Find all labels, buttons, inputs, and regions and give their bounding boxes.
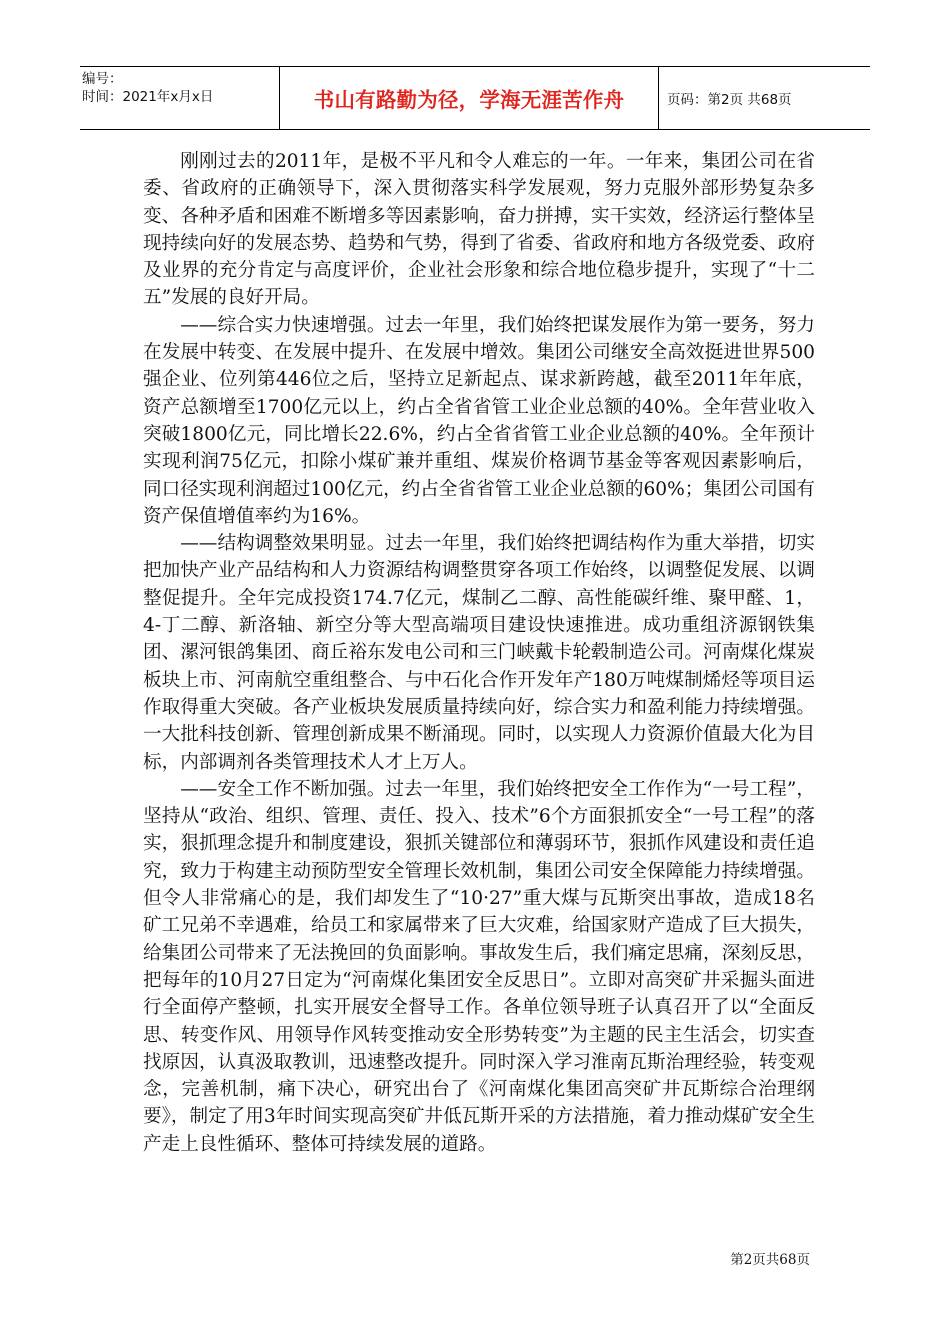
footer-page-number: 第2页共68页 [730, 1252, 810, 1268]
document-number-label: 编号： [82, 71, 123, 87]
paragraph: ——安全工作不断加强。过去一年里，我们始终把安全工作作为“一号工程”，坚持从“政治、组织、管理、责任、投入、技术”6个方面狠抓安全“一号工程”的落实，狠抓理念提升和制度建设，狠抓关键部位和薄弱环节，狠抓作风建设和责任追究，致力于构建主动预防型安全管理长效机制，集团公司安全保障能力持续增强。但令人非常痛心的是，我们却发生了“10·27”重大煤与瓦斯突出事故，造成18名矿工兄弟不幸遇难，给员工和家属带来了巨大灾难，给国家财产造成了巨大损失，给集团公司带来了无法挽回的负面影响。事故发生后，我们痛定思痛，深刻反思，把每年的10月27日定为“河南煤化集团安全反思日”。立即对高突矿井采掘头面进行全面停产整顿，扎实开展安全督导工作。各单位领导班子认真召开了以“全面反思、转变作风、用领导作风转变推动安全形势转变”为主题的民主生活会，切实查找原因，认真汲取教训，迅速整改提升。同时深入学习淮南瓦斯治理经验，转变观念，完善机制，痛下决心，研究出台了《河南煤化集团高突矿井瓦斯综合治理纲要》，制定了用3年时间实现高突矿井低瓦斯开采的方法措施，着力推动煤矿安全生产走上良性循环、整体可持续发展的道路。 [143, 778, 815, 1155]
paragraph: ——综合实力快速增强。过去一年里，我们始终把谋发展作为第一要务，努力在发展中转变、在发展中提升、在发展中增效。集团公司继安全高效挺进世界500强企业、位列第446位之后，坚持立足新起点、谋求新跨越，截至2011年年底，资产总额增至1700亿元以上，约占全省省管工业企业总额的40%。全年营业收入突破1800亿元，同比增长22.6%，约占全省省管工业企业总额的40%。全年预计实现利润75亿元，扣除小煤矿兼并重组、煤炭价格调节基金等客观因素影响后，同口径实现利润超过100亿元，约占全省省管工业企业总额的60%；集团公司国有资产保值增值率约为16%。 [143, 314, 815, 527]
document-body [143, 148, 815, 1158]
header-motto: 书山有路勤为径，学海无涯苦作舟 [280, 67, 659, 129]
document-time-label: 时间：2021年x月x日 [82, 89, 214, 105]
paragraph: ——结构调整效果明显。过去一年里，我们始终把调结构作为重大举措，切实把加快产业产品结构和人力资源结构调整贯穿各项工作始终，以调整促发展、以调整促提升。全年完成投资174.7亿元，煤制乙二醇、高性能碳纤维、聚甲醛、1，4-丁二醇、新洛轴、新空分等大型高端项目建设快速推进。成功重组济源钢铁集团、漯河银鸽集团、商丘裕东发电公司和三门峡戴卡轮毂制造公司。河南煤化煤炭板块上市、河南航空重组整合、与中石化合作开发年产180万吨煤制烯烃等项目运作取得重大突破。各产业板块发展质量持续向好，综合实力和盈利能力持续增强。一大批科技创新、管理创新成果不断涌现。同时，以实现人力资源价值最大化为目标，内部调剂各类管理技术人才上万人。 [143, 533, 815, 773]
paragraph: 刚刚过去的2011年，是极不平凡和令人难忘的一年。一年来，集团公司在省委、省政府的正确领导下，深入贯彻落实科学发展观，努力克服外部形势复杂多变、各种矛盾和困难不断增多等因素影响，奋力拼搏，实干实效，经济运行整体呈现持续向好的发展态势、趋势和气势，得到了省委、省政府和地方各级党委、政府及业界的充分肯定与高度评价，企业社会形象和综合地位稳步提升，实现了“十二五”发展的良好开局。 [143, 151, 815, 309]
header-meta [80, 67, 280, 129]
page-header [80, 66, 870, 130]
header-page-number: 页码：第2页 共68页 [667, 92, 792, 108]
